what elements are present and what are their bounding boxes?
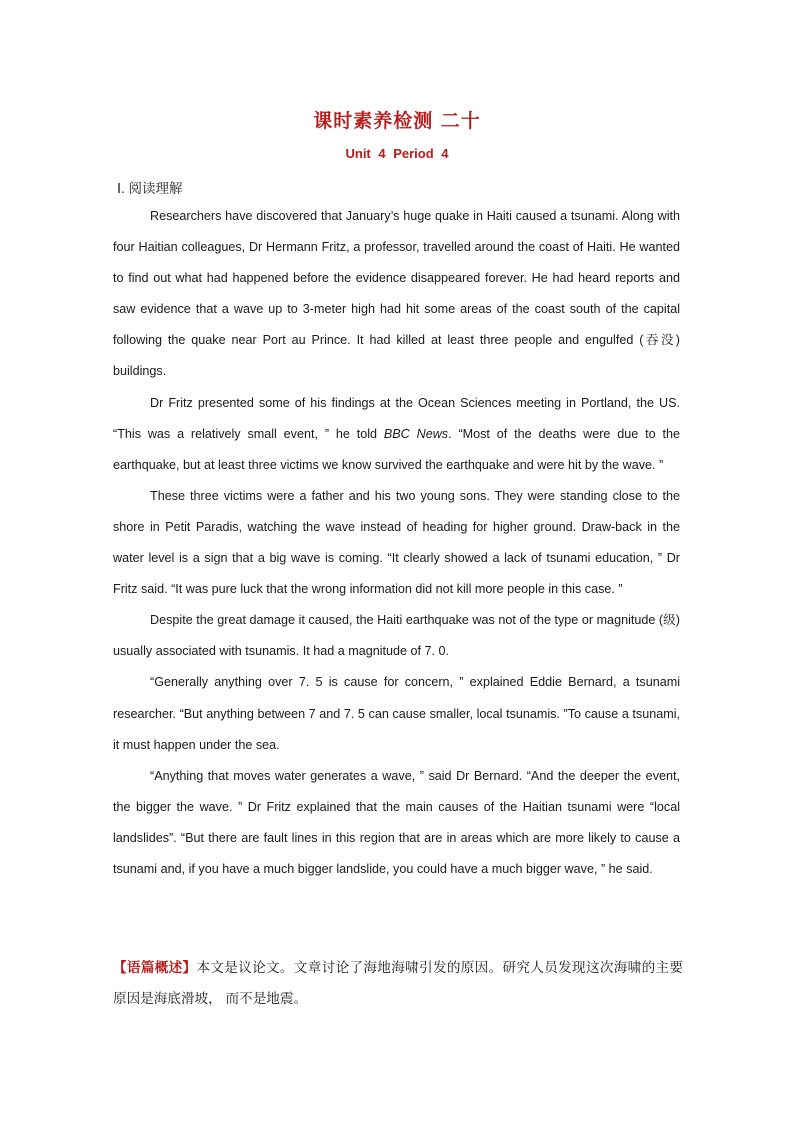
unit-period-subtitle: Unit 4 Period 4 bbox=[345, 146, 449, 161]
paragraph-3: These three victims were a father and his two young sons. They were standing close to the shore in Petit Paradis, watching the wave instead of heading for higher ground. Draw-back in the water level is a sign that a big wave is coming. “It clearly showed a lack of tsunami education, ” Dr Fritz said. “It was pure luck that the wrong information did not kill more people in this case. ” bbox=[113, 488, 680, 597]
summary-label: 【语篇概述】 bbox=[113, 960, 197, 975]
section-heading-reading: Ⅰ. 阅读理解 bbox=[117, 181, 183, 196]
reading-passage bbox=[113, 201, 680, 885]
paragraph-6: “Anything that moves water generates a wave, ” said Dr Bernard. “And the deeper the event, the bigger the wave. ” Dr Fritz explained that the main causes of the Haitian tsunami were “local landslides”. “But there are fault lines in this region that are in areas which are more likely to cause a tsunami and, if you have a much bigger landslide, you could have a much bigger wave, ” he said. bbox=[113, 768, 680, 876]
paragraph-2 bbox=[113, 388, 680, 481]
summary-text: 本文是议论文。文章讨论了海地海啸引发的原因。研究人员发现这次海啸的主要原因是海底滑坡， 而不是地震。 bbox=[113, 960, 684, 1006]
paragraph-4: Despite the great damage it caused, the Haiti earthquake was not of the type or magnitude (级) usually associated with tsunamis. It had a magnitude of 7. 0. bbox=[113, 613, 680, 659]
paragraph-2-source: BBC News bbox=[383, 426, 449, 441]
paragraph-5: “Generally anything over 7. 5 is cause for concern, ” explained Eddie Bernard, a tsunami researcher. “But anything between 7 and 7. 5 can cause smaller, local tsunamis. ”To cause a tsunami, it must happen under the sea. bbox=[113, 675, 680, 752]
page-title: 课时素养检测 二十 bbox=[313, 110, 481, 132]
passage-summary bbox=[113, 952, 683, 1014]
paragraph-2-text-a: Dr Fritz presented some of his findings at the Ocean Sciences meeting in Portland, the US. “This was a relatively small event, ” he told bbox=[113, 395, 680, 441]
paragraph-1: Researchers have discovered that January’s huge quake in Haiti caused a tsunami. Along with four Haitian colleagues, Dr Hermann Fritz, a professor, travelled around the coast of Haiti. He wanted to find out what had happened before the evidence disappeared forever. He had heard reports and saw evidence that a wave up to 3-meter high had hit some areas of the coast south of the capital following the quake near Port au Prince. It had killed at least three people and engulfed (吞没) buildings. bbox=[113, 209, 680, 379]
paragraph-2-text-b: . “Most of the deaths were due to the earthquake, but at least three victims we know survived the earthquake and were hit by the wave. ” bbox=[113, 426, 680, 472]
